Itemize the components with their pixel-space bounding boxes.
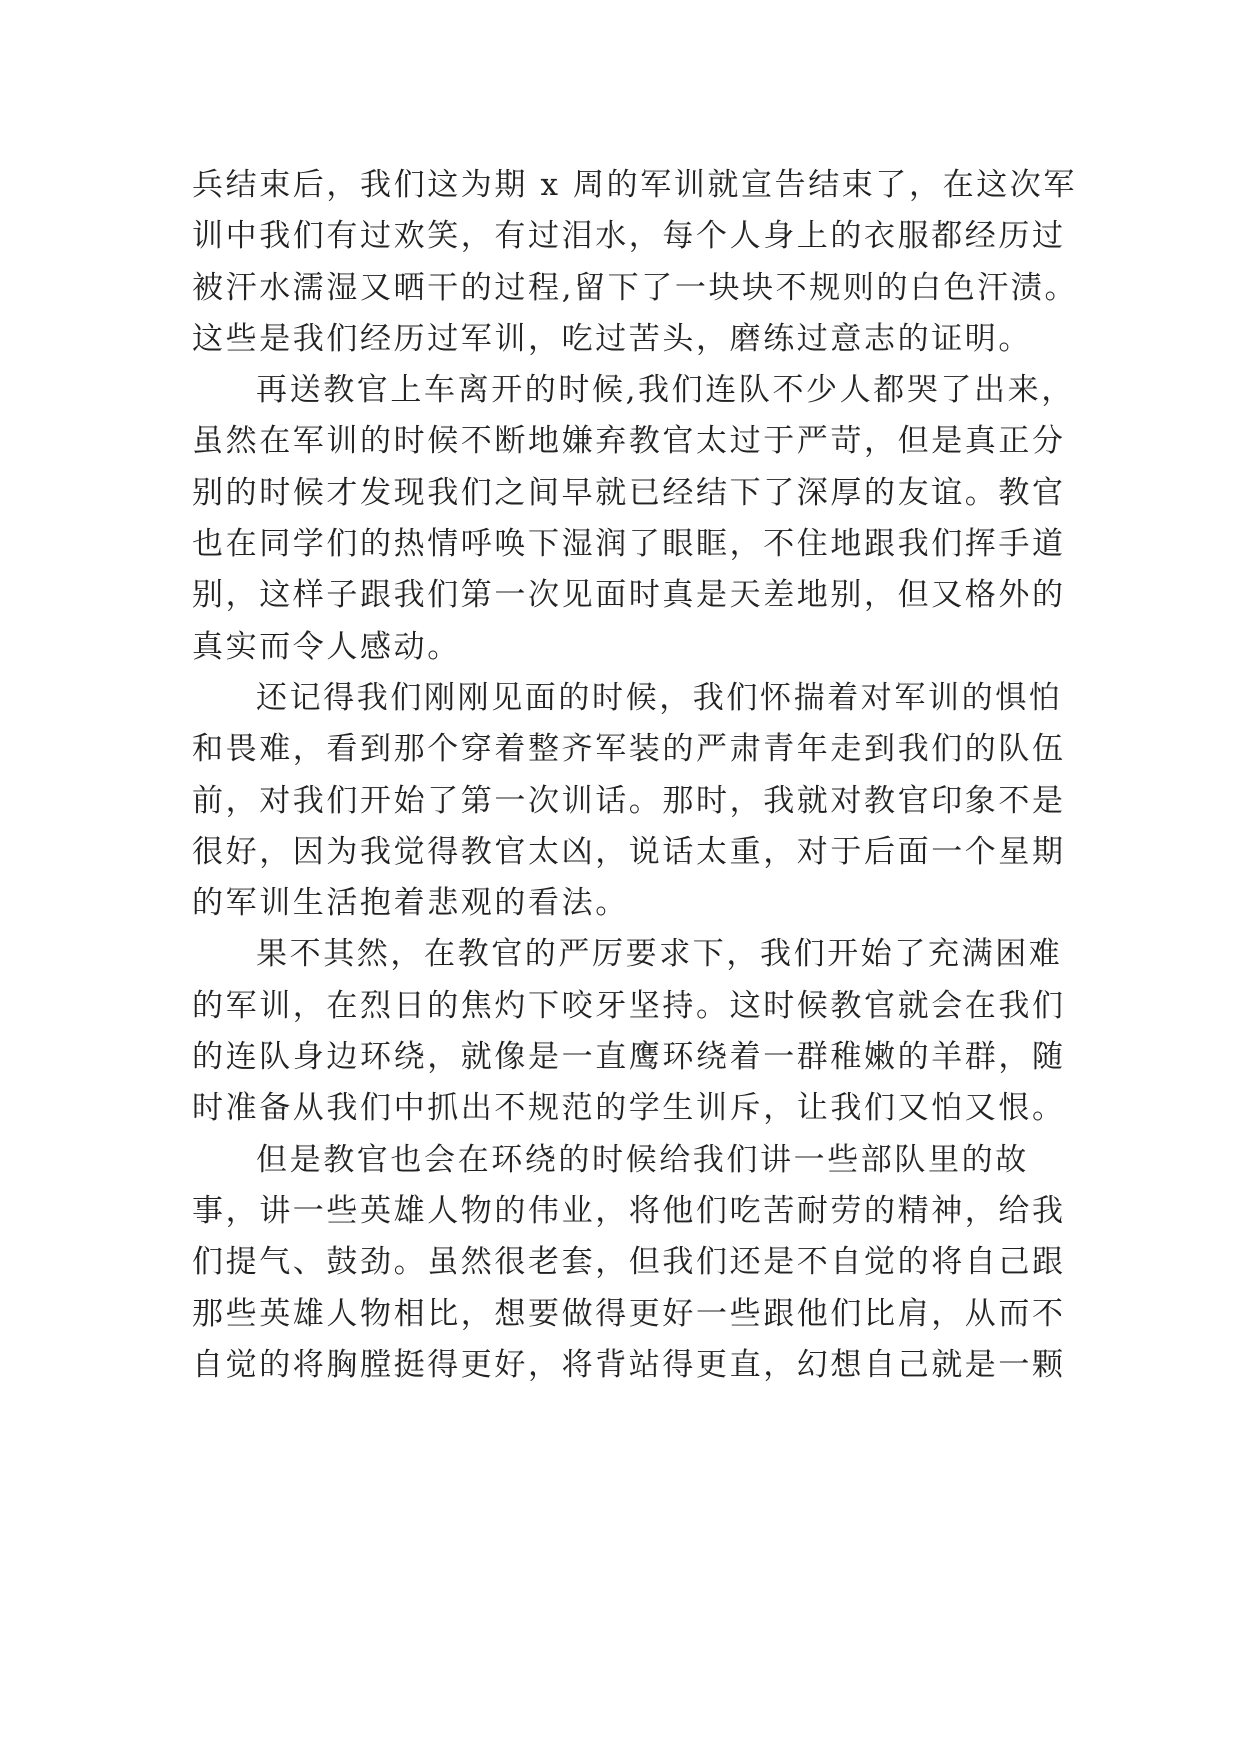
text-line: 训中我们有过欢笑，有过泪水，每个人身上的衣服都经历过 bbox=[192, 218, 1066, 255]
text-line: 还记得我们刚刚见面的时候，我们怀揣着对军训的惧怕 bbox=[256, 679, 1063, 716]
text-line: 兵结束后，我们这为期 x 周的军训就宣告结束了，在这次军 bbox=[192, 167, 1077, 203]
text-line: 果不其然，在教官的严厉要求下，我们开始了充满困难 bbox=[256, 936, 1063, 973]
text-line: 真实而令人感动。 bbox=[192, 628, 461, 665]
text-line: 那些英雄人物相比，想要做得更好一些跟他们比肩，从而不 bbox=[192, 1295, 1066, 1332]
text-line: 但是教官也会在环绕的时候给我们讲一些部队里的故 bbox=[256, 1141, 1029, 1178]
text-line: 也在同学们的热情呼唤下湿润了眼眶，不住地跟我们挥手道 bbox=[192, 526, 1066, 563]
text-line: 的连队身边环绕，就像是一直鹰环绕着一群稚嫩的羊群，随 bbox=[192, 1039, 1066, 1076]
text-line: 被汗水濡湿又晒干的过程,留下了一块块不规则的白色汗渍。 bbox=[192, 269, 1079, 306]
text-line: 时准备从我们中抓出不规范的学生训斥，让我们又怕又恨。 bbox=[192, 1090, 1066, 1127]
text-line: 虽然在军训的时候不断地嫌弃教官太过于严苛，但是真正分 bbox=[192, 423, 1066, 460]
text-line: 很好，因为我觉得教官太凶，说话太重，对于后面一个星期 bbox=[192, 833, 1066, 870]
text-line: 别的时候才发现我们之间早就已经结下了深厚的友谊。教官 bbox=[192, 474, 1066, 511]
text-line: 的军训生活抱着悲观的看法。 bbox=[192, 885, 629, 922]
text-line: 们提气、鼓劲。虽然很老套，但我们还是不自觉的将自己跟 bbox=[192, 1244, 1066, 1281]
text-line: 的军训，在烈日的焦灼下咬牙坚持。这时候教官就会在我们 bbox=[192, 987, 1066, 1024]
text-line: 和畏难，看到那个穿着整齐军装的严肃青年走到我们的队伍 bbox=[192, 731, 1066, 768]
text-line: 这些是我们经历过军训，吃过苦头，磨练过意志的证明。 bbox=[192, 320, 1032, 357]
text-line: 别，这样子跟我们第一次见面时真是天差地别，但又格外的 bbox=[192, 577, 1066, 614]
text-line: 前，对我们开始了第一次训话。那时，我就对教官印象不是 bbox=[192, 782, 1066, 819]
body-text bbox=[192, 160, 1079, 1391]
text-line: 自觉的将胸膛挺得更好，将背站得更直，幻想自己就是一颗 bbox=[192, 1346, 1066, 1383]
text-line: 再送教官上车离开的时候,我们连队不少人都哭了出来， bbox=[256, 372, 1075, 409]
text-line: 事，讲一些英雄人物的伟业，将他们吃苦耐劳的精神，给我 bbox=[192, 1192, 1066, 1229]
